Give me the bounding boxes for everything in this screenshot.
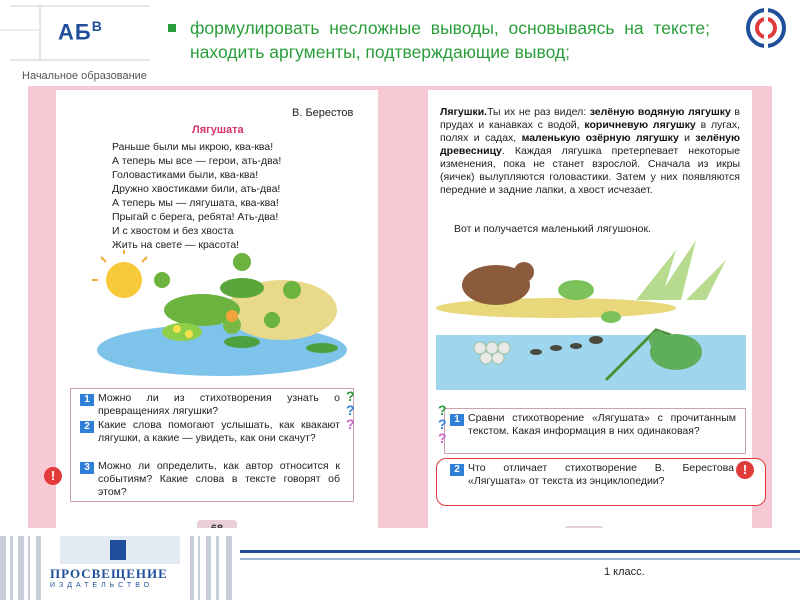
question-mark-icon: ? xyxy=(346,402,355,418)
poem-line: Прыгай с берега, ребята! Ать-два! xyxy=(112,211,279,223)
frog-species-term: зелёную водяную лягушку xyxy=(589,106,731,118)
question-mark-icon: ? xyxy=(438,416,447,432)
paragraph-segment: . Каждая лягушка претерпевает некоторые изменения, пока не станет взрослой. Сначала из икры (яичек) вылупляются головастики. Затем у них появляются передние и задние лапки, а хвост исчезает. xyxy=(440,145,740,196)
poem-title: Лягушата xyxy=(192,124,244,136)
question-mark-icon: ? xyxy=(346,416,355,432)
abv-logo xyxy=(58,18,103,45)
question-number-badge: 2 xyxy=(450,464,464,476)
question-text: Можно ли определить, как автор относится к событиям? Какие слова в тексте говорят об этом? xyxy=(98,460,340,498)
bullet-icon xyxy=(168,24,176,32)
question-text: Какие слова помогают услышать, как квакают лягушки, а какие — увидеть, как они скачут? xyxy=(98,419,340,444)
grade-label: 1 класс. xyxy=(604,566,645,578)
frog-species-term: зелёную древесницу xyxy=(440,132,740,157)
paragraph-segment: Ты их не раз видел: xyxy=(487,106,590,118)
paragraph-segment: и xyxy=(678,132,696,144)
question-mark-icon: ? xyxy=(438,402,447,418)
prosveshchenie-emblem-icon xyxy=(744,6,788,50)
question-text: Сравни стихотворение «Лягушата» с прочитанным текстом. Какая информация в них одинаковая? xyxy=(468,412,736,437)
question-number-badge: 1 xyxy=(80,394,94,406)
paragraph-last-line: Вот и получается маленький лягушонок. xyxy=(454,223,651,235)
poem-author: В. Берестов xyxy=(292,107,354,119)
poem-line: И с хвостом и без хвоста xyxy=(112,225,234,237)
publisher-subtitle: ИЗДАТЕЛЬСТВО xyxy=(50,582,154,589)
publisher-logo-text: ПРОСВЕЩЕНИЕ xyxy=(50,566,168,581)
poem-line: А теперь мы все — герои, ать-два! xyxy=(112,155,282,167)
attention-icon: ! xyxy=(44,467,62,485)
paragraph-lead: Лягушки. xyxy=(440,106,488,118)
question-number-badge: 2 xyxy=(80,421,94,433)
frog-species-term: коричневую лягушку xyxy=(584,119,696,131)
question-text: Что отличает стихотворение В. Берестова «Лягушата» от текста из энциклопедии? xyxy=(468,462,734,487)
paragraph-text xyxy=(440,106,740,196)
question-mark-icon: ? xyxy=(438,430,447,446)
poem-line: Жить на свете — красота! xyxy=(112,239,240,251)
lesson-objective: формулировать несложные выводы, основываясь на тексте; находить аргументы, подтверждающие вывод; xyxy=(190,18,710,62)
logo-sup-text: В xyxy=(91,18,103,34)
logo-main-text: АБ xyxy=(58,19,92,45)
poem-line: Дружно хвостиками били, ать-два! xyxy=(112,183,281,195)
encyclopedia-paragraph xyxy=(440,106,740,197)
paragraph-segment: в лугах, полях и садах, xyxy=(440,119,741,144)
question-text: Можно ли из стихотворения узнать о превращениях лягушки? xyxy=(98,392,340,417)
poem-line: Раньше были мы икрою, ква-ква! xyxy=(112,141,274,153)
question-number-badge: 3 xyxy=(80,462,94,474)
textbook-page-left xyxy=(56,90,378,530)
frogs-pond-illustration xyxy=(92,250,352,380)
footer-decor xyxy=(0,528,800,600)
poem-body xyxy=(112,140,281,252)
question-mark-icon: ? xyxy=(346,388,355,404)
attention-icon: ! xyxy=(736,461,754,479)
poem-line: Головастиками были, ква-ква! xyxy=(112,169,259,181)
question-number-badge: 1 xyxy=(450,414,464,426)
paragraph-segment: в прудах и канавках с водой, xyxy=(440,106,740,131)
frog-species-term: маленькую озёрную лягушку xyxy=(521,132,679,144)
section-subtitle: Начальное образование xyxy=(22,70,147,82)
poem-line: А теперь мы — лягушата, ква-ква! xyxy=(112,197,279,209)
frogs-illustration xyxy=(436,240,746,390)
